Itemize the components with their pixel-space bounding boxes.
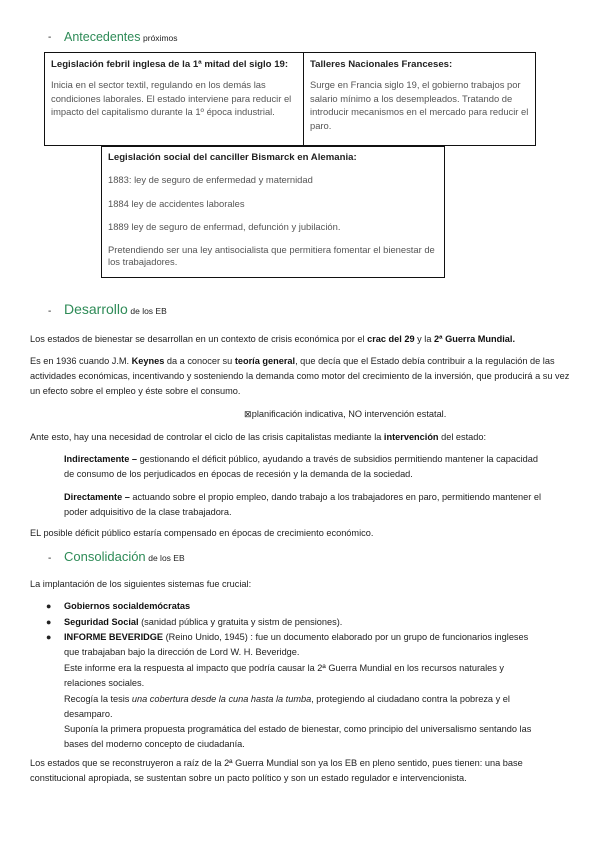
section-heading-antecedentes: Antecedentes próximos bbox=[64, 30, 178, 44]
section-dash: - bbox=[48, 32, 52, 43]
beveridge-propuesta: Suponía la primera propuesta programática del estado de bienestar, como principio del universalismo sentando las bases del moderno concepto de ciudadanía. bbox=[64, 724, 532, 749]
beveridge-respuesta: Este informe era la respuesta al impacto que podría causar la 2ª Guerra Mundial en los recursos naturales y relaciones sociales. bbox=[64, 663, 505, 688]
paragraph-keynes: Es en 1936 cuando J.M. Keynes da a conocer su teoría general, que decía que el Estado debía contribuir a la regulación de las actividades económicas, incentivando y sosteniendo la demanda como motor del crecimiento de la inversión, que producirá a su vez un efecto sobre el empleo y éste sobre el consumo. bbox=[30, 356, 570, 396]
section-dash: - bbox=[48, 306, 52, 317]
box-bismarck: Legislación social del canciller Bismarck en Alemania: 1883: ley de seguro de enfermedad y maternidad 1884 ley de accidentes laborales 1889 ley de seguro de enfermad, defunción y jubilación. Pretendiendo ser una ley antisocialista que permitiera fomentar el bienestar de los trabajadores. bbox=[101, 146, 445, 278]
paragraph-directamente: Directamente – actuando sobre el propio empleo, dando trabajo a los trabajadores en paro, permitiendo mantener el poder adquisitivo de la clase trabajadora. bbox=[64, 492, 542, 517]
paragraph-implantacion: La implantación de los siguientes sistemas fue crucial: bbox=[30, 579, 252, 589]
boxed-x-icon: ⊠ bbox=[244, 409, 252, 419]
section-heading-desarrollo: Desarrollo de los EB bbox=[64, 301, 167, 317]
bullet-icon: ● bbox=[46, 617, 52, 627]
beveridge-tesis: Recogía la tesis una cobertura desde la cuna hasta la tumba, protegiendo al ciudadano contra la pobreza y el desamparo. bbox=[64, 694, 510, 719]
paragraph-indirectamente: Indirectamente – gestionando el déficit público, ayudando a través de subsidios permitiendo mantener la capacidad de consumo de los perjudicados en épocas de recesión y la demanda de la sociedad. bbox=[64, 454, 538, 479]
box-legislacion-inglesa: Legislación febril inglesa de la 1ª mitad del siglo 19: Inicia en el sector textil, regulando en los demás las condiciones laborales. El estado interviene para reducir el impacto del capitalismo durante la 1º época industrial. bbox=[44, 52, 304, 146]
section-heading-consolidacion: Consolidación de los EB bbox=[64, 549, 185, 564]
note-planificacion: ⊠planificación indicativa, NO intervención estatal. bbox=[244, 409, 447, 419]
section-dash: - bbox=[48, 553, 52, 564]
paragraph-deficit: EL posible déficit público estaría compensado en épocas de crecimiento económico. bbox=[30, 528, 374, 538]
box-talleres-franceses: Talleres Nacionales Franceses: Surge en Francia siglo 19, el gobierno trabajos por salario mínimo a los desempleados. Tratando de introducir mecanismos en el mercado para reducir el paro. bbox=[303, 52, 536, 146]
bullet-icon: ● bbox=[46, 632, 52, 642]
list-item-seguridad-social: Seguridad Social (sanidad pública y gratuita y sistm de pensiones). bbox=[64, 617, 343, 627]
paragraph-reconstruccion: Los estados que se reconstruyeron a raíz de la 2ª Guerra Mundial son ya los EB en pleno sentido, pues tienen: una base constitucional apropiada, se sustentan sobre un pacto político y son un estado regulador e intervencionista. bbox=[30, 758, 523, 783]
paragraph-contexto: Los estados de bienestar se desarrollan en un contexto de crisis económica por el crac del 29 y la 2ª Guerra Mundial. bbox=[30, 334, 516, 344]
list-item-beveridge: INFORME BEVERIDGE (Reino Unido, 1945) : fue un documento elaborado por un grupo de funcionarios ingleses que trabajaban bajo la dirección de Lord W. H. Beveridge. bbox=[64, 632, 529, 657]
list-item-gobiernos: Gobiernos socialdemócratas bbox=[64, 601, 191, 611]
bullet-icon: ● bbox=[46, 601, 52, 611]
paragraph-intervencion: Ante esto, hay una necesidad de controlar el ciclo de las crisis capitalistas mediante la intervención del estado: bbox=[30, 432, 487, 442]
